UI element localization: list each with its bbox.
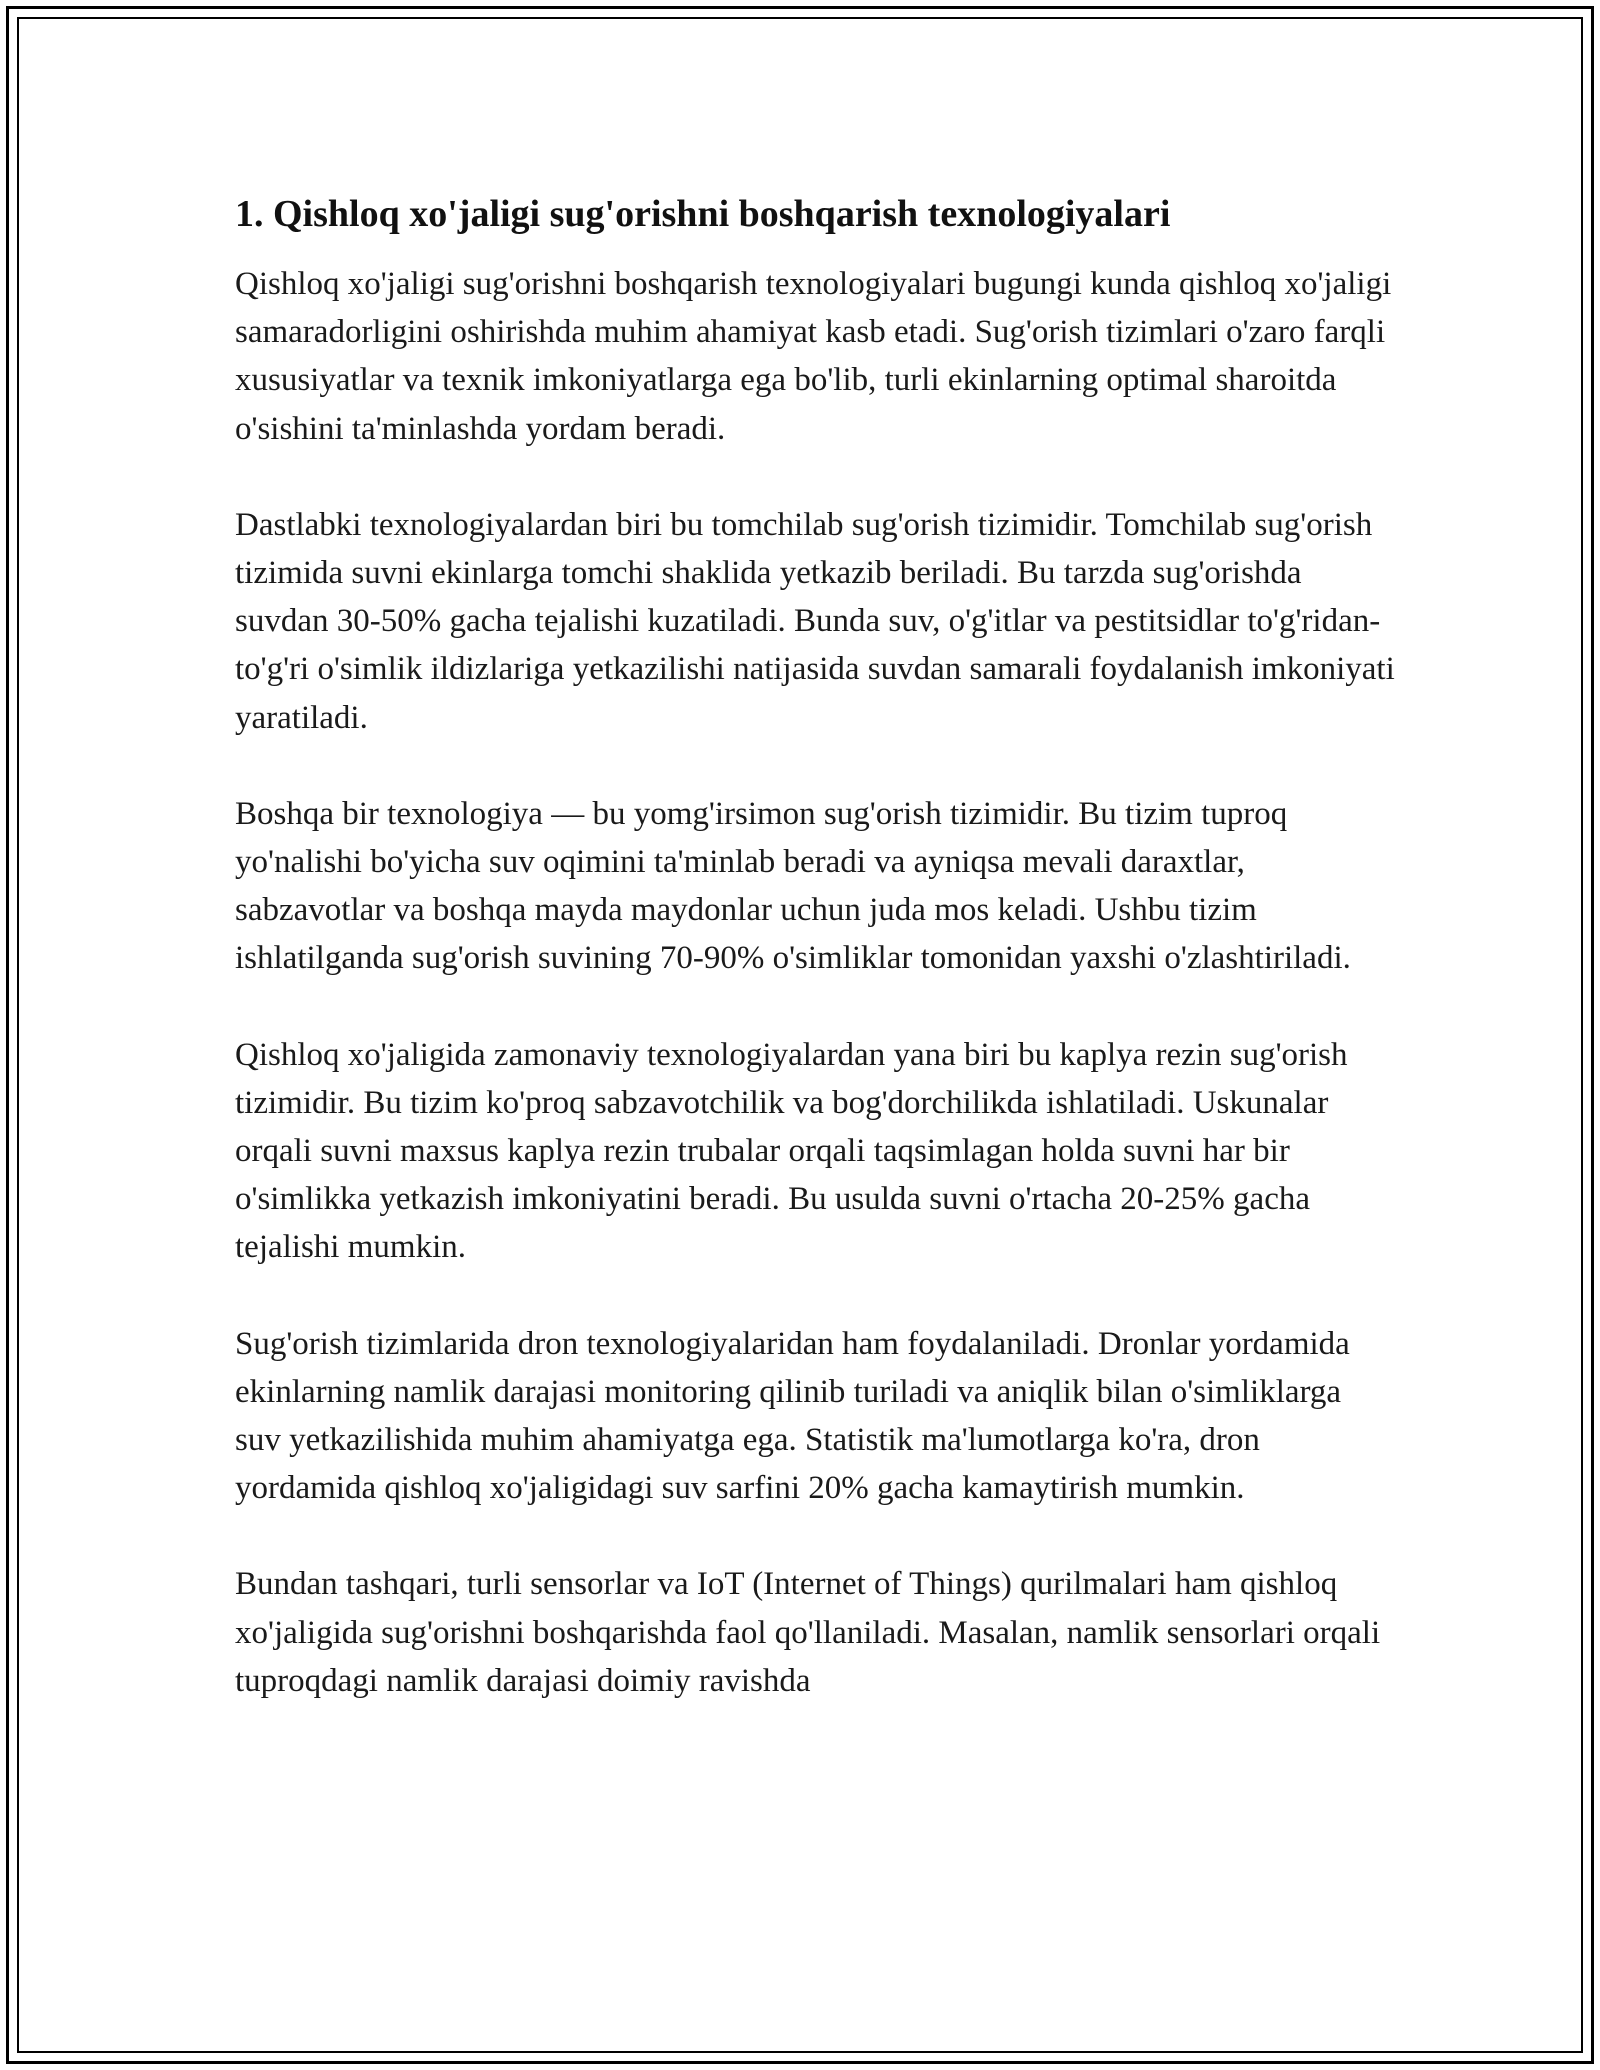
- paragraph-sensors-iot: Bundan tashqari, turli sensorlar va IoT (Internet of Things) qurilmalari ham qishloq xo'jaligida sug'orishni boshqarishda faol qo'llaniladi. Masalan, namlik sensorlari orqali tuproqdagi namlik darajasi doimiy ravishda: [235, 1566, 1381, 1699]
- page-title: 1. Qishloq xo'jaligi sug'orishni boshqarish texnologiyalari: [235, 193, 1171, 235]
- paragraph-sprinkler-irrigation: Boshqa bir texnologiya — bu yomg'irsimon sug'orish tizimidir. Bu tizim tuproq yo'nalishi bo'yicha suv oqimini ta'minlab beradi va ayniqsa mevali daraxtlar, sabzavotlar va boshqa mayda maydonlar uchun juda mos keladi. Ushbu tizim ishlatilganda sug'orish suvining 70-90% o'simliklar tomonidan yaxshi o'zlashtiriladi.: [235, 795, 1351, 977]
- paragraph-rubber-drip-irrigation: Qishloq xo'jaligida zamonaviy texnologiyalardan yana biri bu kaplya rezin sug'orish tizimidir. Bu tizim ko'proq sabzavotchilik va bog'dorchilikda ishlatiladi. Uskunalar orqali suvni maxsus kaplya rezin trubalar orqali taqsimlagan holda suvni har bir o'simlikka yetkazish imkoniyatini beradi. Bu usulda suvni o'rtacha 20-25% gacha tejalishi mumkin.: [235, 1036, 1348, 1266]
- document-body: [235, 188, 1395, 1753]
- paragraph-drone-technology: Sug'orish tizimlarida dron texnologiyalaridan ham foydalaniladi. Dronlar yordamida ekinlarning namlik darajasi monitoring qilinib turiladi va aniqlik bilan o'simliklarga suv yetkazilishida muhim ahamiyatga ega. Statistik ma'lumotlarga ko'ra, dron yordamida qishloq xo'jaligidagi suv sarfini 20% gacha kamaytirish mumkin.: [235, 1325, 1350, 1507]
- paragraph-intro: Qishloq xo'jaligi sug'orishni boshqarish texnologiyalari bugungi kunda qishloq xo'jaligi samaradorligini oshirishda muhim ahamiyat kasb etadi. Sug'orish tizimlari o'zaro farqli xususiyatlar va texnik imkoniyatlarga ega bo'lib, turli ekinlarning optimal sharoitda o'sishini ta'minlashda yordam beradi.: [235, 266, 1392, 447]
- paragraph-drip-irrigation: Dastlabki texnologiyalardan biri bu tomchilab sug'orish tizimidir. Tomchilab sug'orish tizimida suvni ekinlarga tomchi shaklida yetkazib beriladi. Bu tarzda sug'orishda suvdan 30-50% gacha tejalishi kuzatiladi. Bunda suv, o'g'itlar va pestitsidlar to'g'ridan-to'g'ri o'simlik ildizlariga yetkazilishi natijasida suvdan samarali foydalanish imkoniyati yaratiladi.: [235, 506, 1395, 736]
